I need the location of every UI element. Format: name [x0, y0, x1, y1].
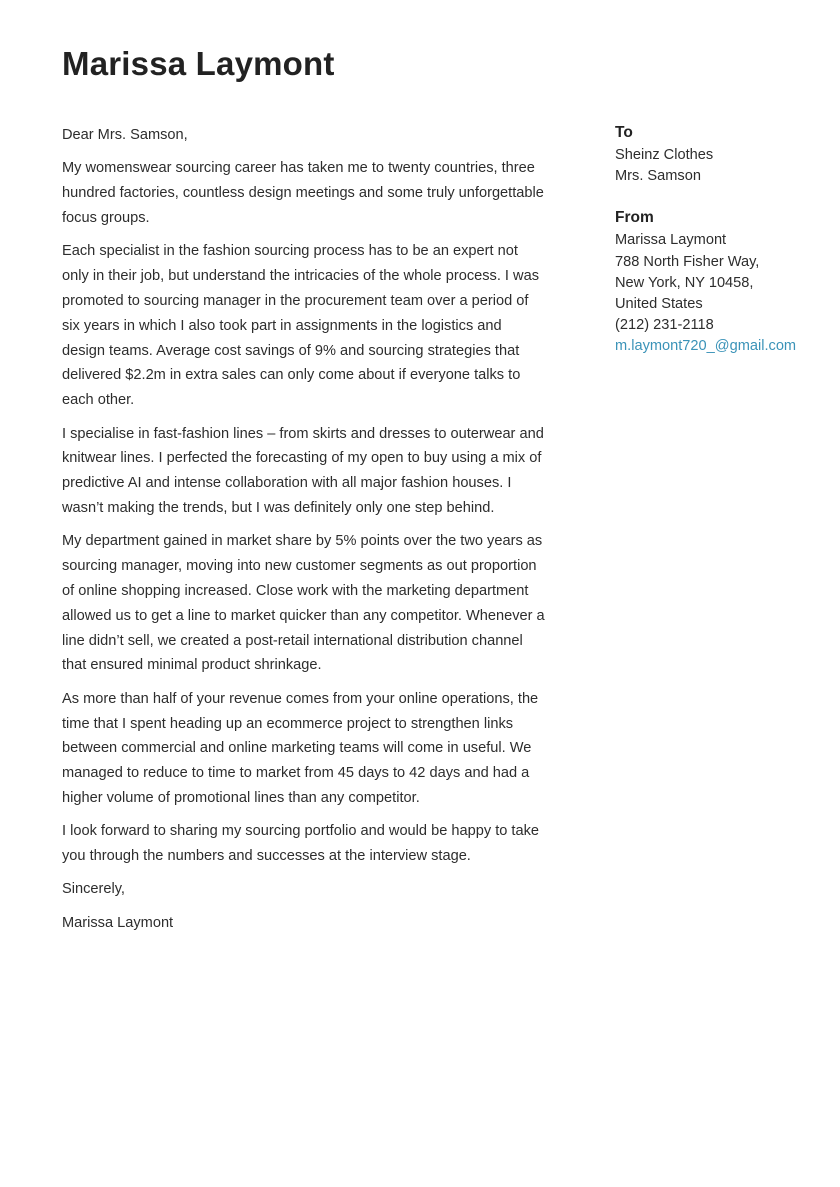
salutation: Dear Mrs. Samson, [62, 127, 188, 143]
paragraph-market-share: My department gained in market share by 5% points over the two years as sourcing manager, moving into new customer segments as out proportion of online shopping increased. Close work with the marketing department allowed us to get a line to market quicker than any competitor. Whenever a line didn’t sell, we created a post-retail international distribution channel that ensured minimal product shrinkage. [62, 533, 545, 674]
closing-phrase: Sincerely, [62, 881, 125, 898]
paragraph-specialism: I specialise in fast-fashion lines – from skirts and dresses to outerwear and knitwear lines. I perfected the forecasting of my open to buy using a mix of predictive AI and intense collaboration with all major fashion houses. I wasn’t making the trends, but I was definitely only one step behind. [62, 425, 544, 516]
recipient-company: Sheinz Clothes [615, 147, 714, 163]
sender-email-link[interactable]: m.laymont720_@gmail.com [615, 338, 797, 355]
sender-address-line1: 788 North Fisher Way, [615, 253, 760, 270]
contact-sidebar [615, 122, 825, 378]
sender-name: Marissa Laymont [615, 232, 727, 249]
paragraph-intro: My womenswear sourcing career has taken me to twenty countries, three hundred factories, countless design meetings and some truly unforgettable focus groups. [62, 160, 544, 226]
paragraph-ecommerce: As more than half of your revenue comes from your online operations, the time that I spent heading up an ecommerce project to strengthen links between commercial and online marketing teams will come in useful. We managed to reduce to time to market from 45 days to 42 days and had a higher volume of promotional lines than any competitor. [62, 690, 539, 806]
letter-body [62, 123, 546, 944]
sender-block [615, 207, 825, 357]
recipient-block [615, 122, 825, 187]
from-heading: From [615, 209, 654, 227]
sender-country: United States [615, 296, 703, 313]
sender-name-title: Marissa Laymont [62, 45, 335, 82]
paragraph-closing: I look forward to sharing my sourcing portfolio and would be happy to take you through the numbers and successes at the interview stage. [62, 823, 539, 865]
sender-phone: (212) 231-2118 [615, 317, 714, 334]
paragraph-experience: Each specialist in the fashion sourcing process has to be an expert not only in their job, but understand the intricacies of the whole process. I was promoted to sourcing manager in the procurement team over a period of six years in which I also took part in assignments in the logistics and design teams. Average cost savings of 9% and sourcing strategies that delivered $2.2m in extra sales can only come about if everyone talks to each other. [62, 243, 539, 409]
recipient-name: Mrs. Samson [615, 168, 701, 185]
to-heading: To [615, 124, 633, 141]
signature: Marissa Laymont [62, 914, 174, 931]
sender-address-line2: New York, NY 10458, [615, 274, 754, 291]
